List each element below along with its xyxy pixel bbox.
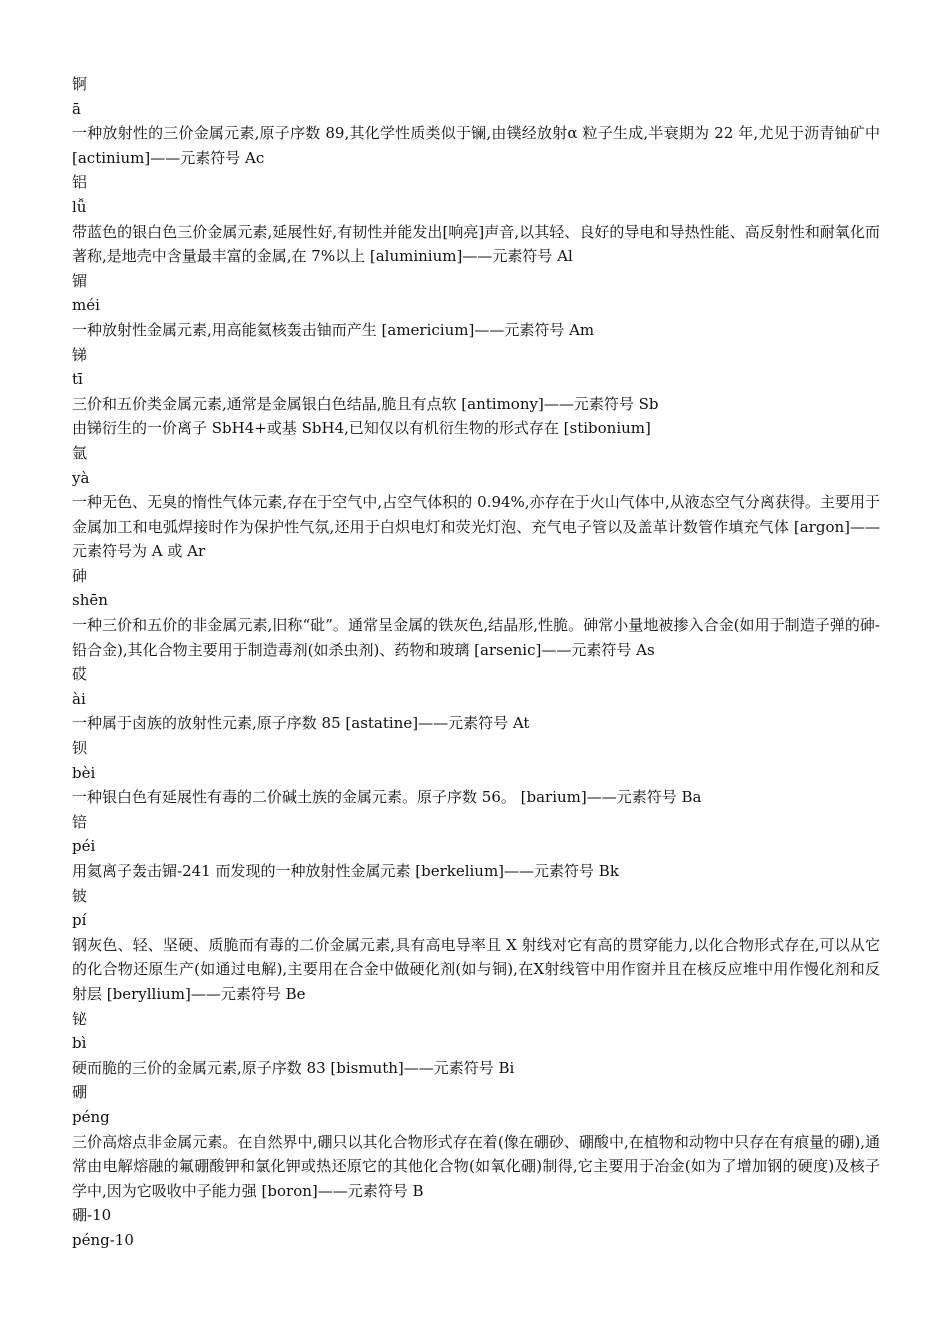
entry-definition: 一种银白色有延展性有毒的二价碱土族的金属元素。原子序数 56。 [barium]——元素符号 Ba — [72, 788, 702, 807]
entry-antimony — [72, 343, 880, 441]
entry-char: 砷 — [72, 566, 88, 585]
document-page — [72, 72, 880, 1253]
entry-char: 锑 — [72, 345, 88, 364]
entry-astatine — [72, 662, 880, 736]
entry-definition: 带蓝色的银白色三价金属元素,延展性好,有韧性并能发出[响亮]声音,以其轻、良好的导电和导热性能、高反射性和耐氧化而著称,是地壳中含量最丰富的金属,在 7%以上 [aluminium]——元素符号 Al — [72, 222, 880, 266]
entry-char: 镅 — [72, 271, 88, 290]
entry-char: 铍 — [72, 886, 88, 905]
entry-boron — [72, 1080, 880, 1203]
entry-pinyin: lǚ — [72, 197, 87, 216]
entry-definition: 三价高熔点非金属元素。在自然界中,硼只以其化合物形式存在着(像在硼砂、硼酸中,在植物和动物中只存在有痕量的硼),通常由电解熔融的氟硼酸钾和氯化钾或热还原它的其他化合物(如氧化硼)制得,它主要用于冶金(如为了增加钢的硬度)及核子学中,因为它吸收中子能力强 [boron]——元素符号 B — [72, 1132, 880, 1200]
entry-definition: 三价和五价类金属元素,通常是金属银白色结晶,脆且有点软 [antimony]——元素符号 Sb — [72, 394, 659, 413]
entry-char: 氩 — [72, 443, 88, 462]
entry-pinyin: tī — [72, 370, 83, 389]
entry-beryllium — [72, 884, 880, 1007]
entry-bismuth — [72, 1007, 880, 1081]
entry-definition: 一种放射性金属元素,用高能氦核轰击铀而产生 [americium]——元素符号 Am — [72, 320, 595, 339]
entry-char: 钡 — [72, 739, 88, 758]
entry-pinyin: péng — [72, 1107, 110, 1126]
entry-char: 铋 — [72, 1009, 88, 1028]
entry-char: 锫 — [72, 812, 88, 831]
entry-barium — [72, 736, 880, 810]
entry-definition: 硬而脆的三价的金属元素,原子序数 83 [bismuth]——元素符号 Bi — [72, 1058, 515, 1077]
entry-argon — [72, 441, 880, 564]
entry-pinyin: shēn — [72, 591, 108, 610]
entry-char: 硼-10 — [72, 1206, 112, 1225]
entry-arsenic — [72, 564, 880, 662]
entry-americium — [72, 269, 880, 343]
entry-char: 锕 — [72, 75, 88, 93]
entry-pinyin: bì — [72, 1034, 87, 1053]
entry-definition: 用氦离子轰击镅-241 而发现的一种放射性金属元素 [berkelium]——元素符号 Bk — [72, 862, 619, 880]
entry-definition: 一种属于卤族的放射性元素,原子序数 85 [astatine]——元素符号 At — [72, 714, 530, 733]
entry-char: 铝 — [72, 173, 88, 192]
entry-pinyin: péi — [72, 837, 96, 856]
entry-pinyin: pí — [72, 911, 87, 930]
entry-pinyin: bèi — [72, 763, 96, 782]
entry-pinyin: ài — [72, 689, 86, 708]
entry-definition: 一种放射性的三价金属元素,原子序数 89,其化学性质类似于镧,由镤经放射α 粒子生成,半衰期为 22 年,尤见于沥青铀矿中 [actinium]——元素符号 Ac — [72, 124, 880, 167]
entry-pinyin: péng-10 — [72, 1230, 134, 1249]
entry-char: 砹 — [72, 665, 88, 684]
entry-pinyin: yà — [72, 468, 90, 487]
entry-definition: 由锑衍生的一价离子 SbH4+或基 SbH4,已知仅以有机衍生物的形式存在 [stibonium] — [72, 419, 651, 438]
entry-actinium — [72, 72, 880, 170]
entry-pinyin: ā — [72, 99, 81, 118]
entry-char: 硼 — [72, 1083, 88, 1102]
entry-definition: 钢灰色、轻、坚硬、质脆而有毒的二价金属元素,具有高电导率且 X 射线对它有高的贯穿能力,以化合物形式存在,可以从它的化合物还原生产(如通过电解),主要用在合金中做硬化剂(如与铜),在X射线管中用作窗并且在核反应堆中用作慢化剂和反射层 [beryllium]——元素符号 Be — [72, 935, 880, 1003]
entry-definition: 一种无色、无臭的惰性气体元素,存在于空气中,占空气体积的 0.94%,亦存在于火山气体中,从液态空气分离获得。主要用于金属加工和电弧焊接时作为保护性气氛,还用于白炽电灯和荧光灯泡、充气电子管以及盖革计数管作填充气体 [argon]——元素符号为 A 或 Ar — [72, 493, 880, 561]
entry-pinyin: méi — [72, 296, 100, 315]
entry-aluminium — [72, 170, 880, 268]
entry-definition: 一种三价和五价的非金属元素,旧称“砒”。通常呈金属的铁灰色,结晶形,性脆。砷常小量地被掺入合金(如用于制造子弹的砷-铅合金),其化合物主要用于制造毒剂(如杀虫剂)、药物和玻璃 [arsenic]——元素符号 As — [72, 616, 880, 659]
entry-boron-10 — [72, 1203, 880, 1252]
entry-berkelium — [72, 810, 880, 884]
